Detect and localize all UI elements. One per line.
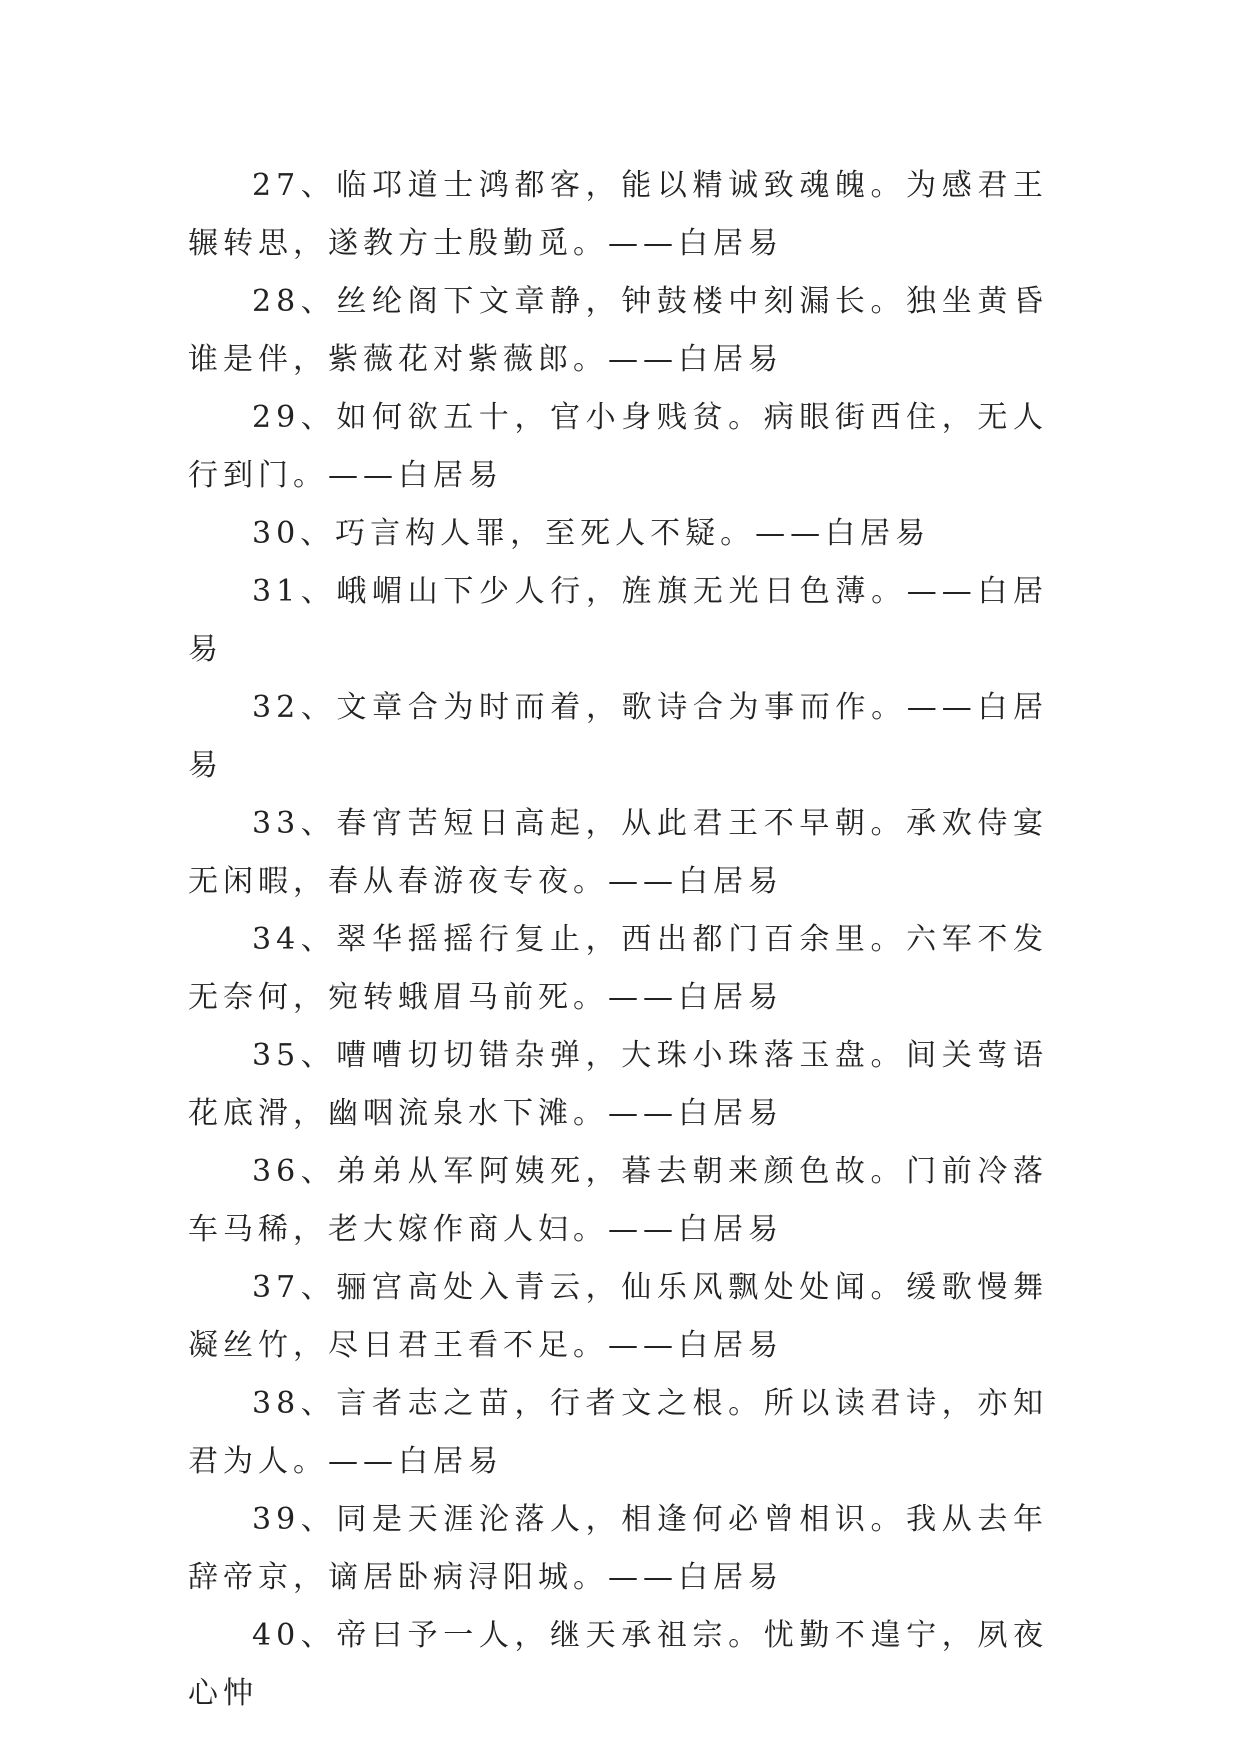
quote-paragraph-38: 38、言者志之苗，行者文之根。所以读君诗，亦知君为人。——白居易 xyxy=(188,1386,1048,1479)
quote-paragraph-32: 32、文章合为时而着，歌诗合为事而作。——白居易 xyxy=(188,690,1048,783)
quote-paragraph-27: 27、临邛道士鸿都客，能以精诚致魂魄。为感君王辗转思，遂教方士殷勤觅。——白居易 xyxy=(188,168,1048,261)
quote-paragraph-40: 40、帝曰予一人，继天承祖宗。忧勤不遑宁，夙夜心忡 xyxy=(188,1618,1048,1711)
quote-paragraph-36: 36、弟弟从军阿姨死，暮去朝来颜色故。门前冷落车马稀，老大嫁作商人妇。——白居易 xyxy=(188,1154,1048,1247)
quote-paragraph-33: 33、春宵苦短日高起，从此君王不早朝。承欢侍宴无闲暇，春从春游夜专夜。——白居易 xyxy=(188,806,1048,899)
quote-paragraph-29: 29、如何欲五十，官小身贱贫。病眼街西住，无人行到门。——白居易 xyxy=(188,400,1048,493)
quote-paragraph-37: 37、骊宫高处入青云，仙乐风飘处处闻。缓歌慢舞凝丝竹，尽日君王看不足。——白居易 xyxy=(188,1270,1048,1363)
quote-paragraph-31: 31、峨嵋山下少人行，旌旗无光日色薄。——白居易 xyxy=(188,574,1048,667)
quote-paragraph-30: 30、巧言构人罪，至死人不疑。——白居易 xyxy=(252,516,931,551)
quote-paragraph-39: 39、同是天涯沦落人，相逢何必曾相识。我从去年辞帝京，谪居卧病浔阳城。——白居易 xyxy=(188,1502,1048,1595)
quote-paragraph-35: 35、嘈嘈切切错杂弹，大珠小珠落玉盘。间关莺语花底滑，幽咽流泉水下滩。——白居易 xyxy=(188,1038,1048,1131)
quote-paragraph-34: 34、翠华摇摇行复止，西出都门百余里。六军不发无奈何，宛转蛾眉马前死。——白居易 xyxy=(188,922,1048,1015)
quote-paragraph-28: 28、丝纶阁下文章静，钟鼓楼中刻漏长。独坐黄昏谁是伴，紫薇花对紫薇郎。——白居易 xyxy=(188,284,1048,377)
document-body xyxy=(188,157,1048,1723)
